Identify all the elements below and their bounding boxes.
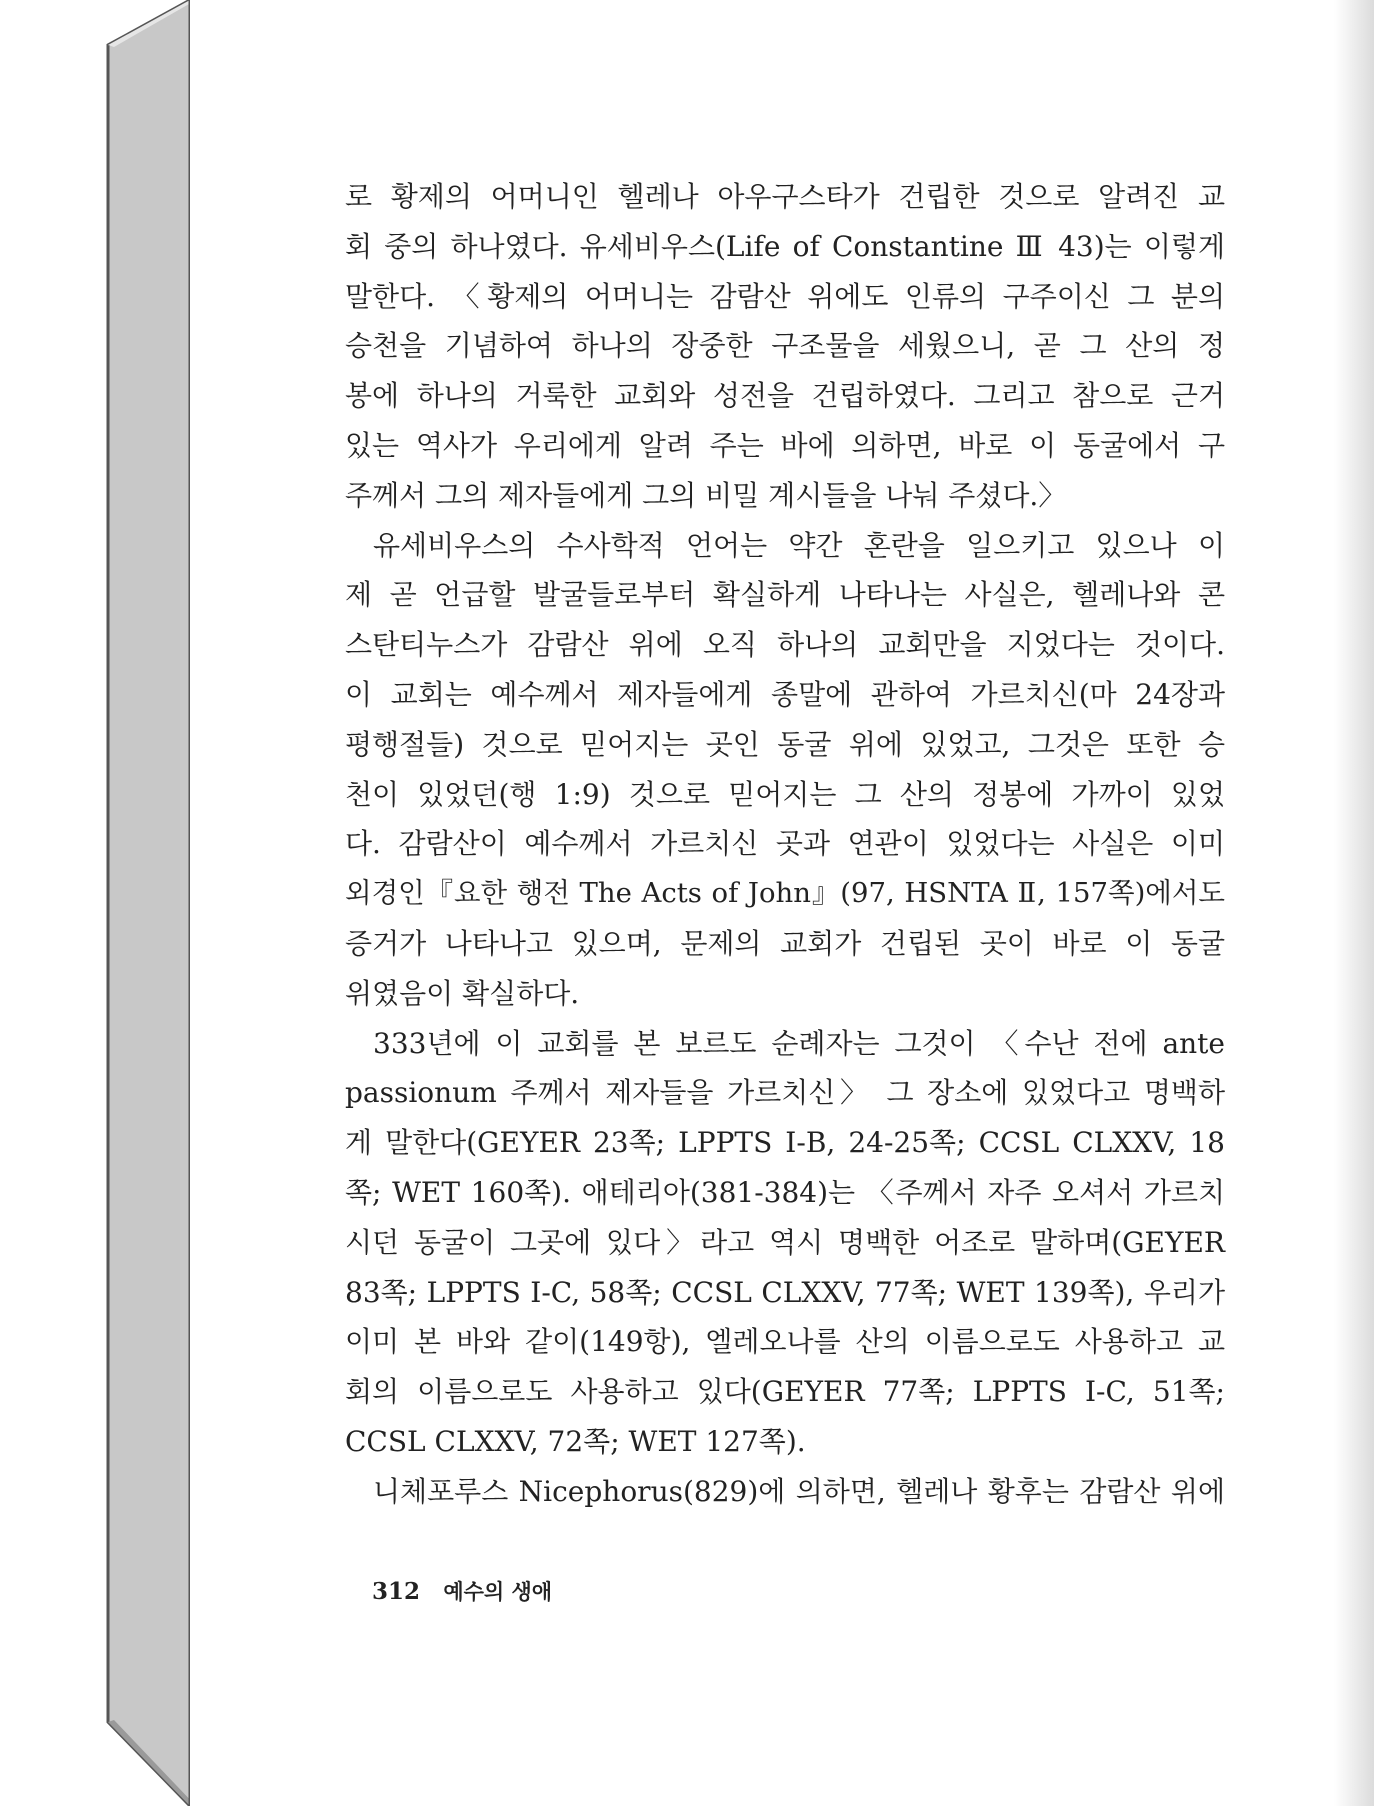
text-line: 로 황제의 어머니인 헬레나 아우구스타가 건립한 것으로 알려진 교 [345, 180, 1225, 213]
text-line: 이미 본 바와 같이(149항), 엘레오나를 산의 이름으로도 사용하고 교 [345, 1325, 1225, 1359]
body-text [345, 172, 1225, 1517]
text-line: 주께서 그의 제자들에게 그의 비밀 계시들을 나눠 주셨다.〉 [345, 478, 1067, 512]
text-line: 위였음이 확실하다. [345, 976, 580, 1010]
text-line: 다. 감람산이 예수께서 가르치신 곳과 연관이 있었다는 사실은 이미 [345, 827, 1225, 861]
text-line: 이 교회는 예수께서 제자들에게 종말에 관하여 가르치신(마 24장과 [345, 677, 1225, 711]
text-line: 증거가 나타나고 있으며, 문제의 교회가 건립된 곳이 바로 이 동굴 [345, 926, 1225, 960]
text-line: 회 중의 하나였다. 유세비우스(Life of Constantine Ⅲ 43)는 이렇게 [345, 229, 1225, 263]
text-line: 말한다. 〈황제의 어머니는 감람산 위에도 인류의 구주이신 그 분의 [345, 279, 1225, 313]
page-edge-shadow [1334, 0, 1374, 1806]
text-line: 스탄티누스가 감람산 위에 오직 하나의 교회만을 지었다는 것이다. [345, 628, 1225, 662]
page-footer [372, 1576, 552, 1606]
text-line: 83쪽; LPPTS I-C, 58쪽; CCSL CLXXV, 77쪽; WET 139쪽), 우리가 [345, 1275, 1225, 1309]
text-line: 외경인『요한 행전 The Acts of John』(97, HSNTA Ⅱ, 157쪽)에서도 [345, 877, 1225, 910]
text-line: CCSL CLXXV, 72쪽; WET 127쪽). [345, 1424, 806, 1458]
text-line: 있는 역사가 우리에게 알려 주는 바에 의하면, 바로 이 동굴에서 구 [345, 428, 1225, 462]
text-line: 333년에 이 교회를 본 보르도 순례자는 그것이 〈수난 전에 ante [373, 1026, 1225, 1060]
page-number: 312 [372, 1578, 421, 1605]
text-line: 봉에 하나의 거룩한 교회와 성전을 건립하였다. 그리고 참으로 근거 [345, 379, 1225, 413]
text-line: passionum 주께서 제자들을 가르치신〉 그 장소에 있었다고 명백하 [345, 1076, 1225, 1110]
text-line: 천이 있었던(행 1:9) 것으로 믿어지는 그 산의 정봉에 가까이 있었 [345, 777, 1225, 811]
text-line: 제 곧 언급할 발굴들로부터 확실하게 나타나는 사실은, 헬레나와 콘 [345, 578, 1225, 612]
text-line: 평행절들) 것으로 믿어지는 곳인 동굴 위에 있었고, 그것은 또한 승 [345, 727, 1225, 761]
text-line: 시던 동굴이 그곳에 있다〉라고 역시 명백한 어조로 말하며(GEYER [345, 1225, 1225, 1259]
text-line: 게 말한다(GEYER 23쪽; LPPTS I-B, 24-25쪽; CCSL CLXXV, 18 [345, 1126, 1225, 1160]
text-line: 승천을 기념하여 하나의 장중한 구조물을 세웠으니, 곧 그 산의 정 [345, 329, 1225, 363]
text-line: 회의 이름으로도 사용하고 있다(GEYER 77쪽; LPPTS I-C, 51쪽; [345, 1375, 1225, 1409]
text-line: 니체포루스 Nicephorus(829)에 의하면, 헬레나 황후는 감람산 위에 [373, 1474, 1225, 1508]
running-title: 예수의 생애 [443, 1580, 553, 1604]
text-line: 유세비우스의 수사학적 언어는 약간 혼란을 일으키고 있으나 이 [373, 528, 1225, 562]
text-line: 쪽; WET 160쪽). 애테리아(381-384)는 〈주께서 자주 오셔서 가르치 [345, 1175, 1225, 1209]
